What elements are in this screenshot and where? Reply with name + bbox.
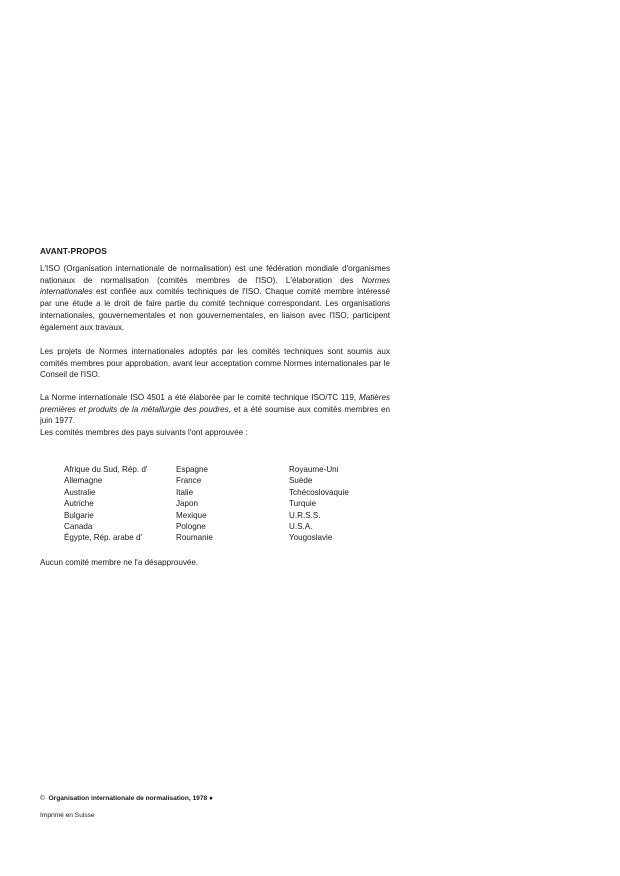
paragraph-iso-intro-part-a: L'ISO (Organisation internationale de normalisation) est une fédération mondiale d'organismes nationaux de normalisation (comités membres de l'ISO). L'élaboration des [40,264,390,285]
paragraph-no-disapproval: Aucun comité membre ne l'a désapprouvée. [40,558,199,567]
country-item: Bulgarie [64,510,94,520]
paragraph-iso-4501-part-a: La Norme internationale ISO 4501 a été élaborée par le comité technique ISO/TC 119, [40,393,359,402]
country-item: Turquie [289,499,317,509]
paragraph-iso-intro [40,263,390,333]
country-item: U.S.A. [289,522,313,532]
country-item: Canada [64,522,93,532]
country-item: Égypte, Rép. arabe d' [64,533,143,543]
paragraph-iso-4501 [40,392,390,427]
country-item: Afrique du Sud, Rép. d' [64,465,148,474]
country-item: Suède [289,476,313,486]
section-heading: AVANT-PROPOS [40,246,107,256]
country-item: Autriche [64,499,94,509]
copyright-icon: © [40,795,45,802]
copyright-line [40,795,213,802]
country-item: Mexique [176,510,207,520]
copyright-text: Organisation internationale de normalisation, 1978 [48,795,208,802]
country-item: Pologne [176,522,206,532]
paragraph-iso-4501-part-b: , et a été soumise aux comités membres en juin 1977. [40,404,390,426]
paragraph-approval-intro: Les comités membres des pays suivants l'ont approuvée : [40,428,248,437]
country-item: Italie [176,487,194,497]
country-item: Roumanie [176,533,213,543]
country-item: Japon [176,499,199,509]
country-item: Yougoslavie [289,533,333,543]
bullet-icon: ● [209,795,214,802]
country-item: Allemagne [64,476,103,486]
country-column-1 [64,464,147,544]
paragraph-iso-4501-italic: Matières premières et produits de la métallurgie des poudres [40,393,390,414]
paragraph-draft-standards: Les projets de Normes internationales adoptés par les comités techniques sont soumis aux comités membres pour approbation, avant leur acceptation comme Normes internationales par le Conseil de l'ISO. [40,347,390,380]
country-column-3 [289,464,349,544]
paragraph-iso-intro-italic: Normes internationales [40,275,390,297]
country-item: France [176,476,202,486]
printed-in-line: Imprimé en Suisse [40,812,95,819]
country-item: U.R.S.S. [289,510,321,520]
country-item: Espagne [176,465,208,474]
country-column-2 [176,464,213,544]
paragraph-iso-intro-part-b: est confiée aux comités techniques de l'ISO. Chaque comité membre intéressé par une étude a le droit de faire partie du comité technique correspondant. Les organisations internationales, gouvernementales et non gouvernementales, en liaison avec l'ISO, participent également aux travaux. [40,287,390,332]
country-item: Royaume-Uni [289,465,339,474]
country-item: Australie [64,487,96,497]
country-item: Tchécoslovaquie [289,487,349,497]
